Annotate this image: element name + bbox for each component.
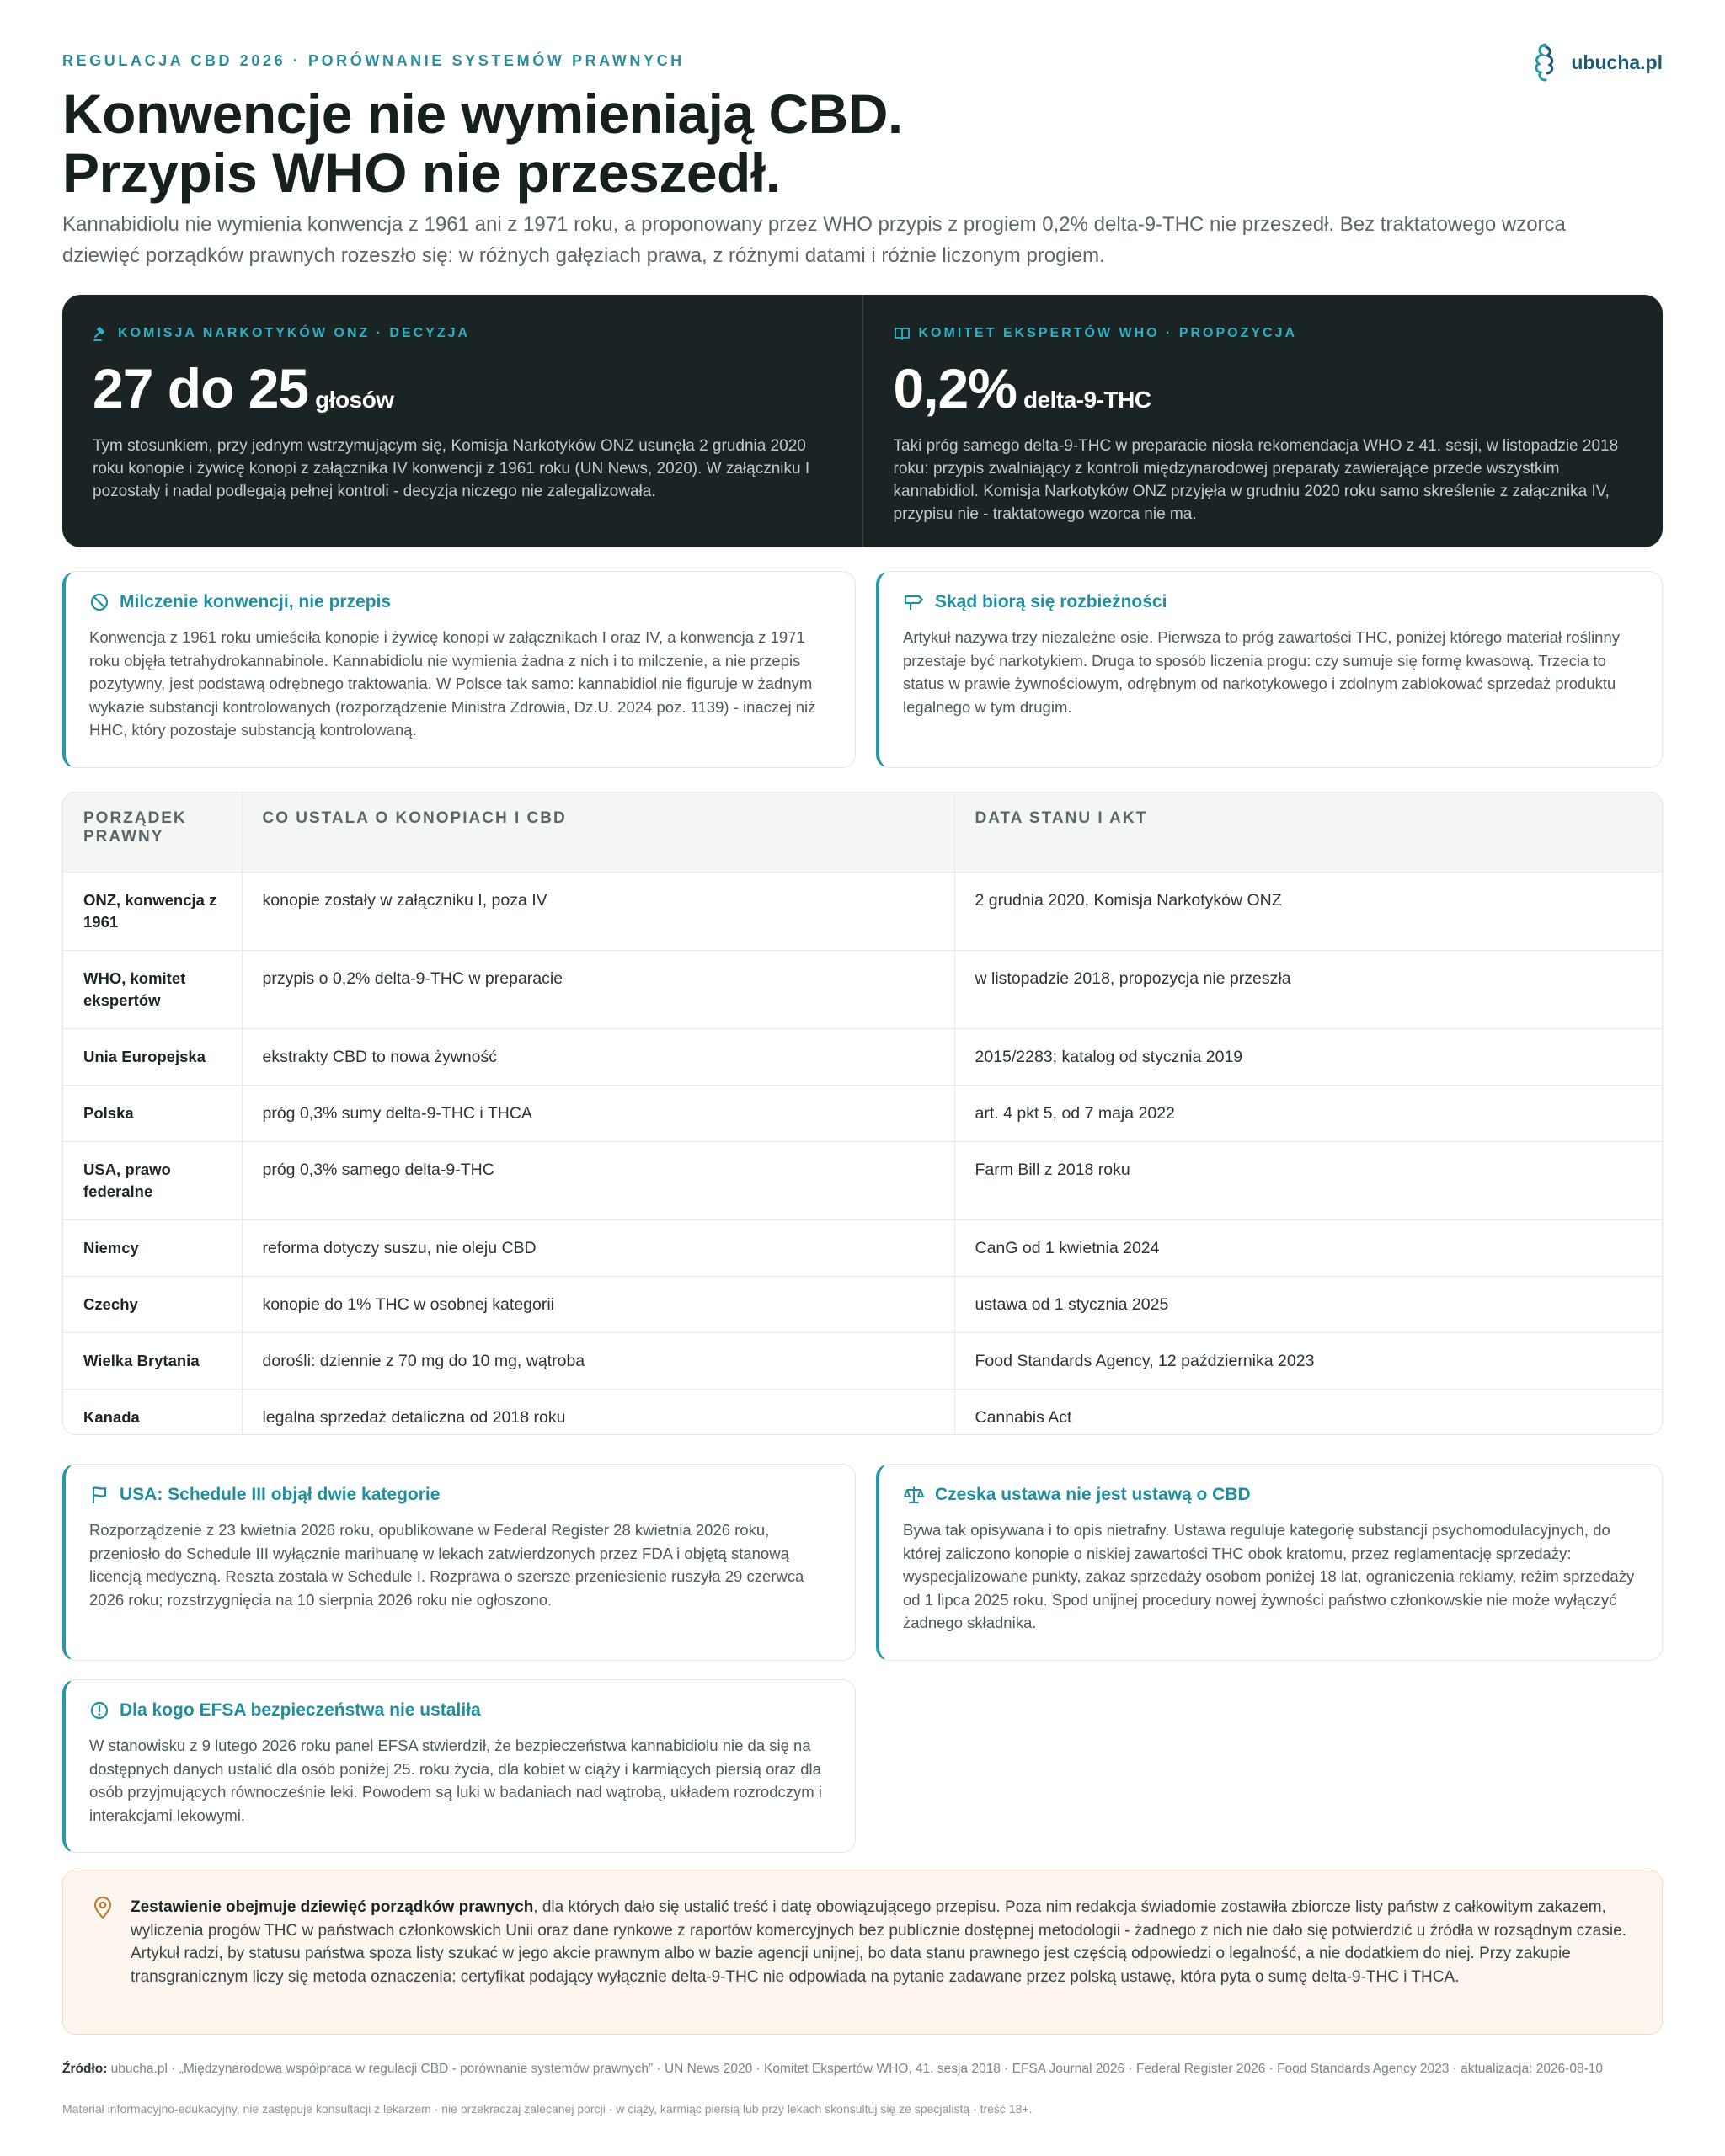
card-title xyxy=(903,1485,1638,1505)
title-line-1: Konwencje nie wymieniają CBD. xyxy=(62,83,903,145)
cell-date: art. 4 pkt 5, od 7 maja 2022 xyxy=(954,1085,1662,1141)
card-title-text: Milczenie konwencji, nie przepis xyxy=(120,592,392,611)
source-text: ubucha.pl · „Międzynarodowa współpraca w regulacji CBD - porównanie systemów prawnych” · UN News 2020 · Komitet Ekspertów WHO, 41. sesja 2018 · EFSA Journal 2026 · Federal Register 2026 · Food Standards Agency 2023 · aktualizacja: 2026-08-10 xyxy=(107,2062,1603,2076)
hero-label xyxy=(93,325,832,342)
cell-order: Unia Europejska xyxy=(63,1028,242,1085)
page-title xyxy=(62,84,1326,202)
card-title xyxy=(89,1700,831,1721)
flag-icon xyxy=(89,1485,109,1505)
cell-date: Food Standards Agency, 12 października 2023 xyxy=(954,1332,1662,1389)
card-efsa-safety xyxy=(62,1679,856,1853)
hero-stat-value: 27 do 25 xyxy=(93,357,309,419)
column-header: CO USTALA O KONOPIACH I CBD xyxy=(242,792,954,872)
legal-orders-table xyxy=(62,792,1663,1435)
cell-order: Wielka Brytania xyxy=(63,1332,242,1389)
dragon-logo-icon xyxy=(1529,42,1561,83)
kicker: REGULACJA CBD 2026 · PORÓWNANIE SYSTEMÓW PRAWNYCH xyxy=(62,52,685,69)
gavel-icon xyxy=(93,325,109,342)
cell-order: Niemcy xyxy=(63,1219,242,1276)
prohibited-icon xyxy=(89,592,109,612)
cell-date: 2015/2283; katalog od stycznia 2019 xyxy=(954,1028,1662,1085)
cell-what: przypis o 0,2% delta-9-THC w preparacie xyxy=(242,950,954,1028)
scales-icon xyxy=(903,1485,925,1505)
hero-text: Taki próg samego delta-9-THC w preparacie niosła rekomendacja WHO z 41. sesji, w listopadzie 2018 roku: przypis zwalniający z kontroli międzynarodowej preparaty zawierające przede wszystkim kannabidiol. Komisja Narkotyków ONZ przyjęła w grudniu 2020 roku samo skreślenie z załącznika IV, przypisu nie - traktatowego wzorca nie ma. xyxy=(893,437,1619,523)
table-row xyxy=(63,1141,1662,1219)
source-note xyxy=(62,2058,1663,2079)
cell-what: legalna sprzedaż detaliczna od 2018 roku xyxy=(242,1389,954,1435)
cell-what: konopie do 1% THC w osobnej kategorii xyxy=(242,1276,954,1332)
callout-text xyxy=(131,1896,1633,1988)
callout-lead: Zestawienie obejmuje dziewięć porządków prawnych xyxy=(131,1898,534,1916)
hero-stat-value: 0,2% xyxy=(893,357,1017,419)
cell-what: dorośli: dziennie z 70 mg do 10 mg, wątroba xyxy=(242,1332,954,1389)
cell-what: konopie zostały w załączniku I, poza IV xyxy=(242,872,954,950)
card-title xyxy=(903,592,1638,612)
cell-date: 2 grudnia 2020, Komisja Narkotyków ONZ xyxy=(954,872,1662,950)
logo-text: ubucha.pl xyxy=(1571,51,1663,73)
cell-date: Cannabis Act xyxy=(954,1389,1662,1435)
card-convention-silence xyxy=(62,571,856,768)
card-text: Konwencja z 1961 roku umieściła konopie i żywicę konopi w załącznikach I oraz IV, a konwencja z 1971 roku objęła tetrahydrokannabinole. Kannabidiolu nie wymienia żadna z nich i to milczenie, a nie przepis pozytywny, jest podstawą odrębnego traktowania. W Polsce tak samo: kannabidiol nie figuruje w żadnym wykazie substancji kontrolowanych (rozporządzenie Ministra Zdrowia, Dz.U. 2024 poz. 1139) - inaczej niż HHC, który pozostaje substancją kontrolowaną. xyxy=(89,628,816,739)
card-title-text: Dla kogo EFSA bezpieczeństwa nie ustaliła xyxy=(120,1700,481,1720)
hero-stat-unit: delta-9-THC xyxy=(1023,387,1151,413)
card-title-text: Skąd biorą się rozbieżności xyxy=(935,592,1167,611)
card-title xyxy=(89,592,831,612)
hero-stat xyxy=(893,357,1633,419)
hero-stat xyxy=(93,357,832,419)
table-row xyxy=(63,1332,1662,1389)
column-header: DATA STANU I AKT xyxy=(954,792,1662,872)
card-title-text: USA: Schedule III objął dwie kategorie xyxy=(120,1485,441,1504)
cell-what: reforma dotyczy suszu, nie oleju CBD xyxy=(242,1219,954,1276)
source-label: Źródło: xyxy=(62,2062,108,2076)
lede: Kannabidiolu nie wymienia konwencja z 1961 ani z 1971 roku, a proponowany przez WHO przypis z progiem 0,2% delta-9-THC nie przeszedł. Bez traktatowego wzorca dziewięć porządków prawnych rozeszło się: w różnych gałęziach prawa, z różnymi datami i różnie liczonym progiem. xyxy=(62,213,1566,267)
card-title-text: Czeska ustawa nie jest ustawą o CBD xyxy=(935,1485,1251,1504)
table-row xyxy=(63,1028,1662,1085)
alert-circle-icon xyxy=(89,1700,109,1721)
table-row xyxy=(63,1389,1662,1435)
cell-what: ekstrakty CBD to nowa żywność xyxy=(242,1028,954,1085)
hero-label xyxy=(894,325,1633,342)
cell-order: ONZ, konwencja z 1961 xyxy=(63,872,242,950)
title-line-2: Przypis WHO nie przeszedł. xyxy=(62,141,781,204)
hero-text: Tym stosunkiem, przy jednym wstrzymującym się, Komisja Narkotyków ONZ usunęła 2 grudnia 2020 roku konopie i żywicę konopi z załącznika IV konwencji z 1961 roku (UN News, 2020). W załączniku I pozostały i nadal podlegają pełnej kontroli - decyzja niczego nie zalegalizowała. xyxy=(93,437,810,500)
callout-body: , dla których dało się ustalić treść i datę obowiązującego przepisu. Poza nim redakcja świadomie zostawiła zbiorcze listy państw z całkowitym zakazem, wyliczenia progów THC w państwach członkowskich Unii oraz dane rynkowe z raportów komercyjnych bez publicznie dostępnej metodologii - żadnego z nich nie dało się potwierdzić u źródła w rozsądnym czasie. Artykuł radzi, by statusu państwa spoza listy szukać w jego akcie prawnym albo w bazie agencji unijnej, bo data stanu prawnego jest częścią odpowiedzi o legalność, a nie dodatkiem do niej. Przy zakupie transgranicznym liczy się metoda oznaczenia: certyfikat podający wyłącznie delta-9-THC nie odpowiada na pytanie zadawane przez polską ustawę, która pyta o sumę delta-9-THC i THCA. xyxy=(131,1898,1626,1986)
hero-label-text: KOMISJA NARKOTYKÓW ONZ · DECYZJA xyxy=(118,326,471,340)
cell-what: próg 0,3% sumy delta-9-THC i THCA xyxy=(242,1085,954,1141)
cell-what: próg 0,3% samego delta-9-THC xyxy=(242,1141,954,1219)
hero-who-proposal xyxy=(862,295,1664,547)
cell-date: ustawa od 1 stycznia 2025 xyxy=(954,1276,1662,1332)
hero-stat-unit: głosów xyxy=(315,387,394,413)
card-title xyxy=(89,1485,831,1505)
hero-panel xyxy=(62,295,1663,547)
cell-date: w listopadzie 2018, propozycja nie przeszła xyxy=(954,950,1662,1028)
cell-order: Czechy xyxy=(63,1276,242,1332)
table-row xyxy=(63,1085,1662,1141)
card-text: Artykuł nazywa trzy niezależne osie. Pierwsza to próg zawartości THC, poniżej którego materiał roślinny przestaje być narkotykiem. Druga to sposób liczenia progu: czy sumuje się formę kwasową. Trzecia to status w prawie żywnościowym, odrębnym od narkotykowego i zdolnym zablokować sprzedaż produktu legalnego w tym drugim. xyxy=(903,628,1621,716)
card-text: Rozporządzenie z 23 kwietnia 2026 roku, opublikowane w Federal Register 28 kwietnia 2026 roku, przeniosło do Schedule III wyłącznie marihuanę w lekach zatwierdzonych przez FDA i objętą stanową licencją medyczną. Reszta została w Schedule I. Rozprawa o szersze przeniesienie ruszyła 29 czerwca 2026 roku; rozstrzygnięcia na 10 sierpnia 2026 roku nie ogłoszono. xyxy=(89,1521,804,1609)
column-header: PORZĄDEK PRAWNY xyxy=(63,792,242,872)
cell-order: WHO, komitet ekspertów xyxy=(63,950,242,1028)
cell-order: Kanada xyxy=(63,1389,242,1435)
table-row xyxy=(63,872,1662,950)
cell-order: Polska xyxy=(63,1085,242,1141)
cell-date: CanG od 1 kwietnia 2024 xyxy=(954,1219,1662,1276)
card-czech-law xyxy=(876,1464,1663,1661)
table-row xyxy=(63,1219,1662,1276)
table-header-row xyxy=(63,792,1662,872)
hero-label-text: KOMITET EKSPERTÓW WHO · PROPOZYCJA xyxy=(918,326,1298,340)
disclaimer: Materiał informacyjno-edukacyjny, nie zastępuje konsultacji z lekarzem · nie przekraczaj zalecanej porcji · w ciąży, karmiąc piersią lub przy lekach skonsultuj się ze specjalistą · treść 18+. xyxy=(62,2102,1033,2116)
hero-un-decision xyxy=(62,295,862,547)
brand-logo[interactable] xyxy=(1529,42,1663,83)
signpost-icon xyxy=(903,592,925,612)
table-row xyxy=(63,950,1662,1028)
card-text: Bywa tak opisywana i to opis nietrafny. Ustawa reguluje kategorię substancji psychomodulacyjnych, do której zaliczono konopie o niskiej zawartości THC obok kratomu, przez reglamentację sprzedaży: wyspecjalizowane punkty, zakaz sprzedaży osobom poniżej 18 lat, ograniczenia reklamy, reżim sprzedaży od 1 lipca 2025 roku. Spod unijnej procedury nowej żywności państwo członkowskie nie może wyłączyć żadnego składnika. xyxy=(903,1521,1635,1631)
cell-order: USA, prawo federalne xyxy=(63,1141,242,1219)
table-row xyxy=(63,1276,1662,1332)
cell-date: Farm Bill z 2018 roku xyxy=(954,1141,1662,1219)
card-sources-of-differences xyxy=(876,571,1663,768)
scope-callout xyxy=(62,1870,1663,2035)
card-usa-schedule-iii xyxy=(62,1464,856,1661)
map-pin-icon xyxy=(92,1896,114,1919)
book-icon xyxy=(894,325,911,342)
card-text: W stanowisku z 9 lutego 2026 roku panel EFSA stwierdził, że bezpieczeństwa kannabidiolu nie da się na dostępnych danych ustalić dla osób poniżej 25. roku życia, dla kobiet w ciąży i karmiących piersią oraz dla osób przyjmujących równocześnie leki. Powodem są luki w badaniach nad wątrobą, układem rozrodczym i interakcjami lekowymi. xyxy=(89,1737,822,1824)
